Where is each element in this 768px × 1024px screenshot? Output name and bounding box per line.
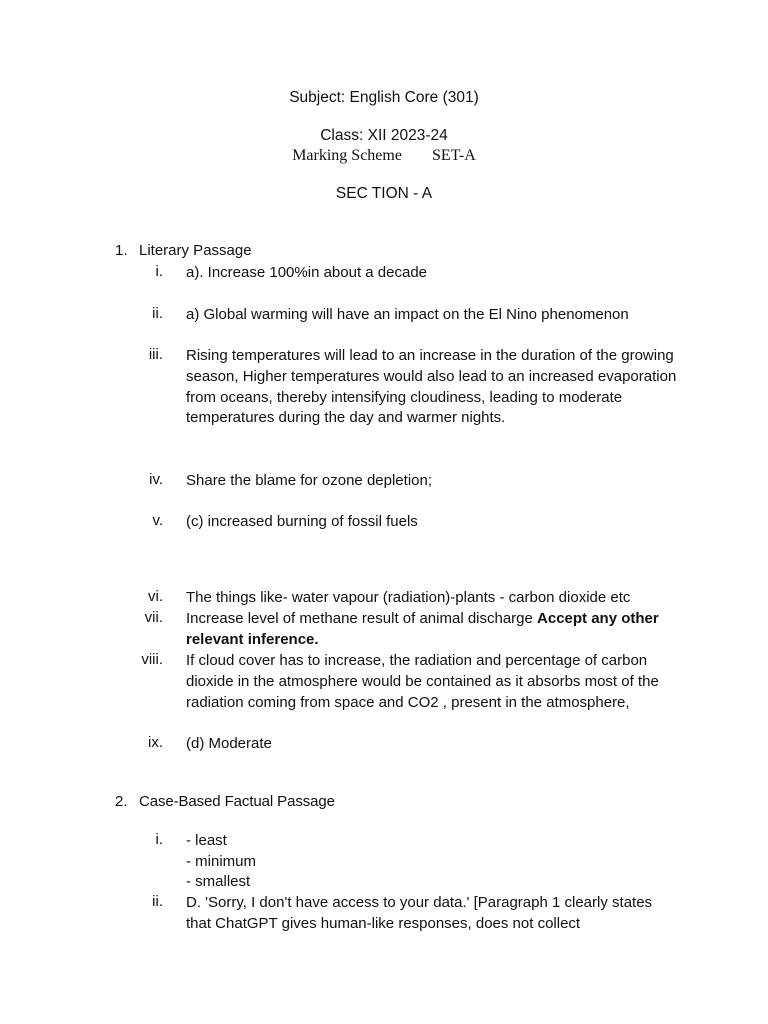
section-heading: SEC TION - A bbox=[335, 185, 433, 202]
set-label: SET-A bbox=[431, 147, 476, 164]
q2-number: 2. bbox=[115, 793, 128, 810]
q2-item-text: D. 'Sorry, I don't have access to your data.' [Paragraph 1 clearly states that ChatGPT gives human-like responses, does not collect bbox=[186, 894, 653, 932]
q1-item-text: Share the blame for ozone depletion; bbox=[186, 472, 432, 489]
q1-item-text: (c) increased burning of fossil fuels bbox=[186, 513, 418, 530]
q1-item-text: Rising temperatures will lead to an increase in the duration of the growing season, Higher temperatures would also lead to an increased evaporation from oceans, thereby intensifying cloudiness, leading to moderate temperatures during the day and warmer nights. bbox=[186, 347, 677, 427]
q1-item-text: The things like- water vapour (radiation)-plants - carbon dioxide etc bbox=[186, 589, 631, 606]
q1-number: 1. bbox=[115, 242, 128, 259]
q1-item-text: a) Global warming will have an impact on the El Nino phenomenon bbox=[186, 306, 629, 323]
q1-item-roman: ix. bbox=[148, 734, 163, 751]
q1-title: Literary Passage bbox=[139, 242, 252, 259]
accept-inference-note: Accept any other relevant inference. bbox=[186, 610, 659, 648]
q1-item-roman: ii. bbox=[152, 305, 163, 322]
q1-item-roman: i. bbox=[155, 263, 163, 280]
marking-scheme-heading bbox=[0, 147, 768, 165]
class-heading: Class: XII 2023-24 bbox=[320, 127, 448, 144]
marking-scheme-label: Marking Scheme bbox=[292, 147, 402, 164]
q1-item-text bbox=[186, 609, 678, 651]
q1-item-text: a). Increase 100%in about a decade bbox=[186, 264, 428, 281]
q1-item-roman: v. bbox=[152, 512, 163, 529]
q1-item-roman: vii. bbox=[144, 609, 163, 626]
q2-item-roman: ii. bbox=[152, 893, 163, 910]
q1-item-roman: vi. bbox=[148, 588, 163, 605]
q2-item-option: - minimum bbox=[186, 853, 256, 870]
q2-item-roman: i. bbox=[155, 831, 163, 848]
q1-item-roman: viii. bbox=[141, 651, 163, 668]
subject-heading: Subject: English Core (301) bbox=[289, 89, 479, 106]
q1-item-text: If cloud cover has to increase, the radiation and percentage of carbon dioxide in the atmosphere would be contained as it absorbs most of the radiation coming from space and CO2 , present in the atmosphere, bbox=[186, 652, 659, 711]
q2-item-option: - smallest bbox=[186, 873, 251, 890]
q2-title: Case-Based Factual Passage bbox=[139, 793, 335, 810]
q1-item-plain-text: Increase level of methane result of animal discharge bbox=[186, 610, 533, 627]
q1-item-text: (d) Moderate bbox=[186, 735, 272, 752]
q1-item-roman: iii. bbox=[148, 346, 163, 363]
q2-item-option: - least bbox=[186, 832, 227, 849]
q1-item-roman: iv. bbox=[149, 471, 163, 488]
